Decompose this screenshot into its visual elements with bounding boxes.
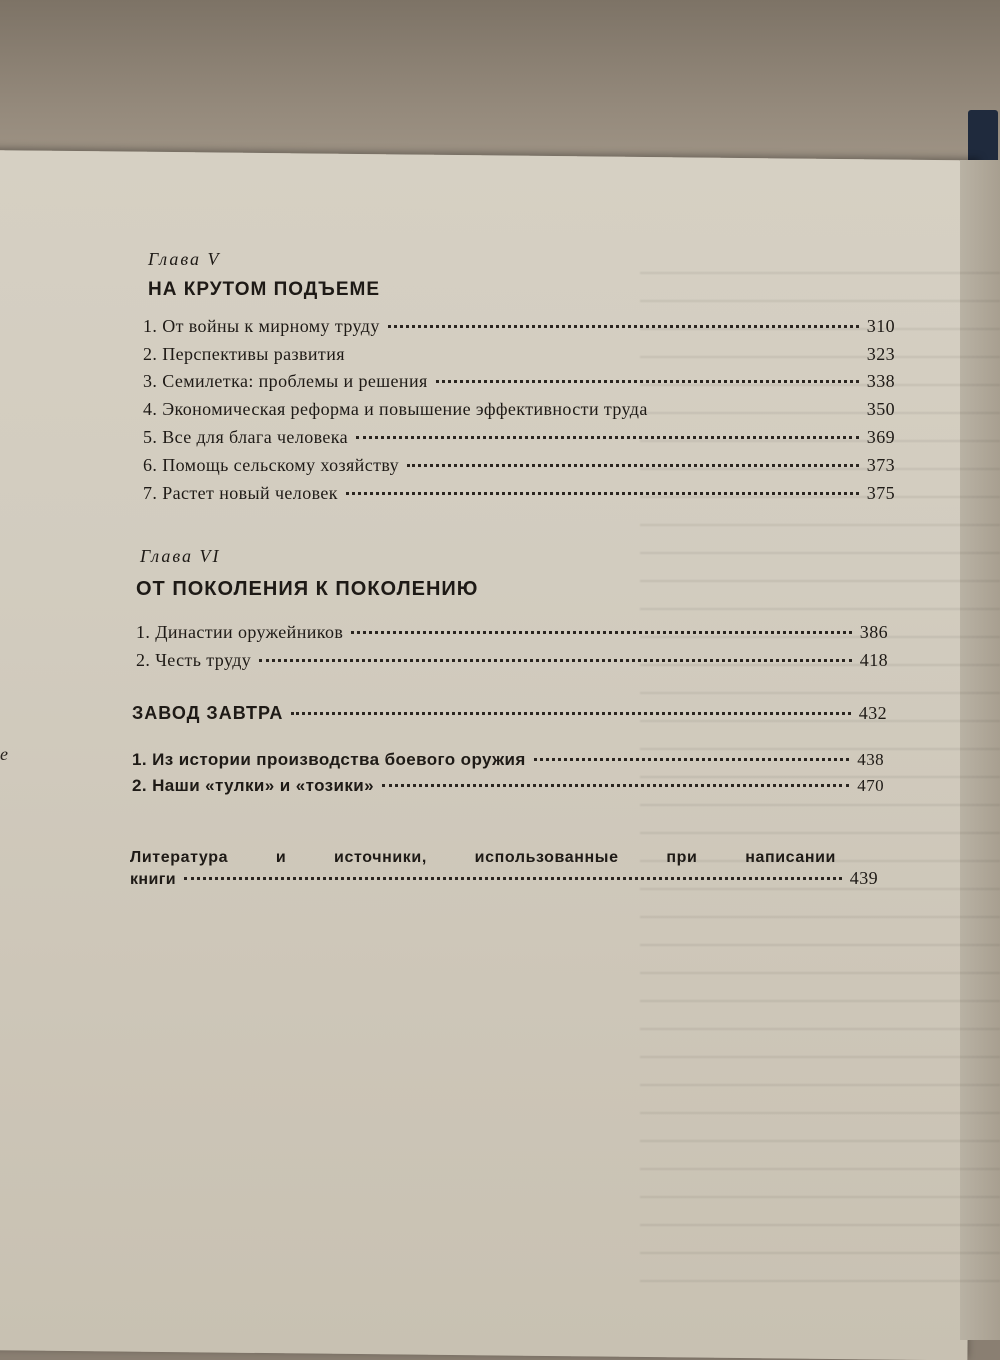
dot-leader [356,436,859,439]
dot-leader [346,492,859,495]
toc-entry-page: 373 [866,455,895,475]
toc-entry[interactable] [143,427,895,448]
toc-entry-label: 4. Экономическая реформа и повышение эффективности труда [143,399,648,419]
dot-leader [184,877,842,880]
toc-entry-page: 375 [866,483,895,503]
chapter-5-label: Глава V [148,249,221,269]
toc-entry[interactable] [143,455,895,476]
toc-entry-page: 418 [859,650,888,670]
dot-leader [351,631,852,634]
toc-entry[interactable] [143,483,895,504]
literature-line-2: книги [130,871,177,888]
dot-leader [291,712,850,715]
toc-entry-label: 1. От войны к мирному труду [143,316,380,336]
dot-leader [388,325,859,328]
toc-entry[interactable] [136,650,888,671]
literature-line-1: Литература и источники, использованные при написании [130,849,836,866]
toc-entry[interactable] [132,776,884,796]
toc-entry-page: 470 [857,776,884,795]
toc-entry[interactable] [143,316,895,337]
toc-entry-label: 1. Из истории производства боевого оружия [132,750,526,769]
chapter-6-label: Глава VI [140,546,221,566]
toc-entry[interactable] [132,750,884,770]
toc-entry[interactable] [143,399,895,420]
dot-leader [382,784,849,787]
toc-entry-label: 2. Честь труду [136,650,252,670]
toc-entry[interactable] [143,344,895,365]
toc-entry-label: 2. Наши «тулки» и «тозики» [132,776,374,795]
toc-entry-label: 1. Династии оружейников [136,622,344,642]
toc-entry-page: 438 [857,750,884,769]
chapter-5-title: НА КРУТОМ ПОДЪЕМЕ [148,279,380,300]
toc-entry-label: 5. Все для блага человека [143,427,349,447]
toc-entry-page: 310 [866,316,895,336]
toc-entry[interactable] [130,868,878,889]
toc-entry[interactable] [143,371,895,392]
toc-entry-label: 2. Перспективы развития [143,344,345,364]
dot-leader [534,758,850,761]
toc-entry-page: 369 [866,427,895,447]
section-page: 432 [858,703,887,723]
toc-entry-page: 350 [866,399,895,419]
dot-leader [436,380,859,383]
toc-entry-page: 323 [866,344,895,364]
toc-entry-page: 386 [859,622,888,642]
section-title: ЗАВОД ЗАВТРА [132,703,284,723]
toc-entry-page: 338 [866,371,895,391]
dot-leader [407,464,859,467]
toc-entry-label: 3. Семилетка: проблемы и решения [143,371,428,391]
toc-section[interactable] [132,703,887,724]
dot-leader [259,659,852,662]
toc-entry-label: 7. Растет новый человек [143,483,338,503]
toc-entry-label: 6. Помощь сельскому хозяйству [143,455,400,475]
margin-letter: е [0,744,8,764]
literature-page: 439 [849,868,878,888]
toc-entry[interactable] [136,622,888,643]
chapter-6-title: ОТ ПОКОЛЕНИЯ К ПОКОЛЕНИЮ [136,578,479,600]
